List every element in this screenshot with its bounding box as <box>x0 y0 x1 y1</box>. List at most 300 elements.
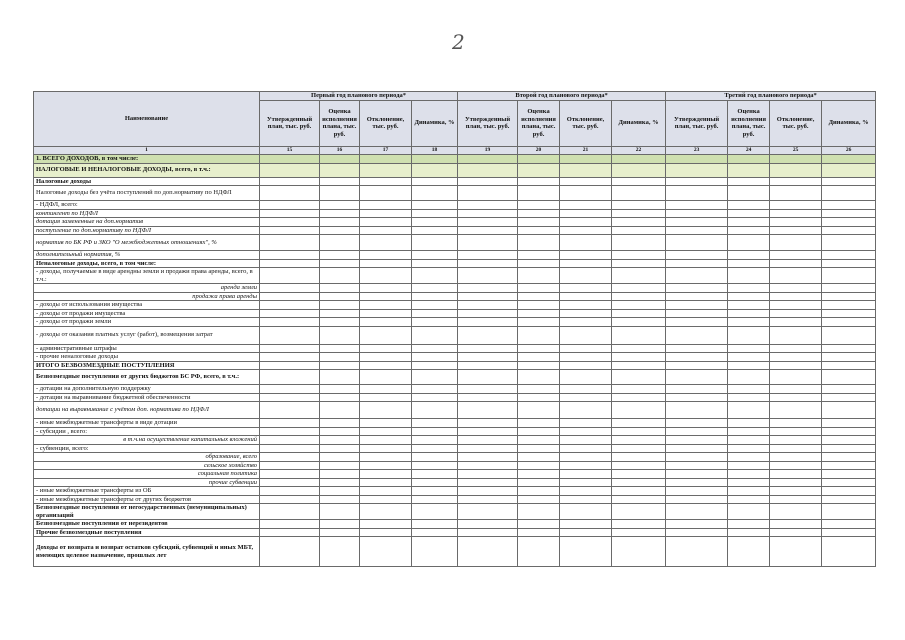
value-cell <box>666 177 728 186</box>
value-cell <box>260 504 320 520</box>
value-cell <box>728 361 770 370</box>
value-cell <box>666 326 728 344</box>
value-cell <box>560 326 612 344</box>
value-cell <box>260 436 320 445</box>
value-cell <box>458 537 518 567</box>
value-cell <box>822 361 876 370</box>
value-cell <box>412 318 458 327</box>
value-cell <box>518 344 560 353</box>
value-cell <box>770 259 822 268</box>
value-cell <box>560 361 612 370</box>
value-cell <box>518 444 560 453</box>
value-cell <box>728 385 770 394</box>
value-cell <box>518 226 560 235</box>
value-cell <box>560 155 612 164</box>
value-cell <box>770 520 822 529</box>
value-cell <box>666 201 728 210</box>
value-cell <box>612 470 666 479</box>
value-cell <box>360 318 412 327</box>
value-cell <box>666 495 728 504</box>
value-cell <box>412 309 458 318</box>
value-cell <box>320 218 360 227</box>
value-cell <box>770 370 822 385</box>
value-cell <box>260 537 320 567</box>
table-row <box>34 259 876 268</box>
value-cell <box>518 251 560 260</box>
value-cell <box>728 436 770 445</box>
value-cell <box>260 427 320 436</box>
value-cell <box>612 235 666 251</box>
value-cell <box>666 292 728 301</box>
value-cell <box>320 309 360 318</box>
table-row <box>34 504 876 520</box>
table-row <box>34 235 876 251</box>
value-cell <box>666 251 728 260</box>
value-cell <box>612 436 666 445</box>
value-cell <box>770 495 822 504</box>
value-cell <box>770 436 822 445</box>
value-cell <box>822 537 876 567</box>
value-cell <box>770 361 822 370</box>
value-cell <box>260 393 320 402</box>
value-cell <box>822 177 876 186</box>
value-cell <box>612 444 666 453</box>
table-row <box>34 385 876 394</box>
value-cell <box>320 292 360 301</box>
value-cell <box>320 301 360 310</box>
value-cell <box>822 251 876 260</box>
table-row <box>34 427 876 436</box>
value-cell <box>458 495 518 504</box>
value-cell <box>458 201 518 210</box>
value-cell <box>612 326 666 344</box>
row-label: - субвенции, всего: <box>34 444 260 453</box>
value-cell <box>518 292 560 301</box>
column-number-cell: 24 <box>728 146 770 155</box>
value-cell <box>612 318 666 327</box>
value-cell <box>560 251 612 260</box>
value-cell <box>458 478 518 487</box>
value-cell <box>822 470 876 479</box>
value-cell <box>612 402 666 419</box>
row-label: Налоговые доходы без учёта поступлений по доп.нормативу по НДФЛ <box>34 186 260 201</box>
value-cell <box>458 344 518 353</box>
value-cell <box>458 487 518 496</box>
value-cell <box>412 201 458 210</box>
value-cell <box>770 226 822 235</box>
value-cell <box>320 209 360 218</box>
value-cell <box>320 284 360 293</box>
value-cell <box>560 186 612 201</box>
value-cell <box>260 487 320 496</box>
value-cell <box>822 201 876 210</box>
value-cell <box>320 318 360 327</box>
value-cell <box>360 177 412 186</box>
row-label: - доходы от продажи имущества <box>34 309 260 318</box>
value-cell <box>770 326 822 344</box>
value-cell <box>360 361 412 370</box>
value-cell <box>320 470 360 479</box>
table-row <box>34 326 876 344</box>
value-cell <box>822 478 876 487</box>
value-cell <box>260 453 320 462</box>
value-cell <box>560 235 612 251</box>
row-label: Неналоговые доходы, всего, в том числе: <box>34 259 260 268</box>
value-cell <box>612 520 666 529</box>
value-cell <box>260 344 320 353</box>
value-cell <box>666 402 728 419</box>
value-cell <box>612 453 666 462</box>
row-label: - НДФЛ, всего: <box>34 201 260 210</box>
value-cell <box>560 209 612 218</box>
value-cell <box>260 259 320 268</box>
value-cell <box>518 209 560 218</box>
value-cell <box>822 528 876 537</box>
value-cell <box>260 284 320 293</box>
value-cell <box>666 361 728 370</box>
subcol-header: Динамика, % <box>822 100 876 146</box>
value-cell <box>360 309 412 318</box>
value-cell <box>770 353 822 362</box>
value-cell <box>518 361 560 370</box>
value-cell <box>412 370 458 385</box>
value-cell <box>560 504 612 520</box>
value-cell <box>320 163 360 177</box>
subcol-header: Динамика, % <box>412 100 458 146</box>
value-cell <box>320 504 360 520</box>
value-cell <box>260 318 320 327</box>
value-cell <box>260 470 320 479</box>
value-cell <box>612 155 666 164</box>
value-cell <box>360 209 412 218</box>
value-cell <box>518 309 560 318</box>
value-cell <box>560 353 612 362</box>
value-cell <box>560 201 612 210</box>
value-cell <box>728 461 770 470</box>
row-label: - дотации на дополнительную поддержку <box>34 385 260 394</box>
value-cell <box>360 326 412 344</box>
value-cell <box>260 251 320 260</box>
value-cell <box>458 177 518 186</box>
value-cell <box>560 226 612 235</box>
row-label: - иные межбюджетные трансферты от других бюджетов <box>34 495 260 504</box>
value-cell <box>666 301 728 310</box>
value-cell <box>822 344 876 353</box>
value-cell <box>458 436 518 445</box>
row-label: - административные штрафы <box>34 344 260 353</box>
value-cell <box>360 292 412 301</box>
value-cell <box>612 284 666 293</box>
handwritten-page-number: 2 <box>452 30 465 54</box>
value-cell <box>728 478 770 487</box>
value-cell <box>770 155 822 164</box>
value-cell <box>260 268 320 284</box>
value-cell <box>360 370 412 385</box>
value-cell <box>770 309 822 318</box>
table-row <box>34 461 876 470</box>
table-row <box>34 520 876 529</box>
table-row <box>34 470 876 479</box>
value-cell <box>728 470 770 479</box>
value-cell <box>360 495 412 504</box>
table-row <box>34 186 876 201</box>
table-row <box>34 402 876 419</box>
value-cell <box>360 251 412 260</box>
subcol-header: Оценка исполнения плана, тыс. руб. <box>518 100 560 146</box>
value-cell <box>560 259 612 268</box>
table-row <box>34 268 876 284</box>
value-cell <box>666 235 728 251</box>
value-cell <box>458 292 518 301</box>
value-cell <box>260 209 320 218</box>
value-cell <box>412 353 458 362</box>
value-cell <box>360 470 412 479</box>
value-cell <box>560 292 612 301</box>
row-label: - прочие неналоговые доходы <box>34 353 260 362</box>
value-cell <box>560 218 612 227</box>
value-cell <box>822 326 876 344</box>
table-row <box>34 370 876 385</box>
value-cell <box>728 259 770 268</box>
value-cell <box>412 427 458 436</box>
value-cell <box>260 309 320 318</box>
value-cell <box>728 495 770 504</box>
value-cell <box>360 301 412 310</box>
value-cell <box>822 504 876 520</box>
value-cell <box>320 226 360 235</box>
value-cell <box>612 163 666 177</box>
value-cell <box>518 495 560 504</box>
value-cell <box>518 268 560 284</box>
row-label: - доходы, получаемые в виде арендны земли и продажи права аренды, всего, в т.ч.: <box>34 268 260 284</box>
value-cell <box>518 301 560 310</box>
value-cell <box>458 268 518 284</box>
value-cell <box>666 436 728 445</box>
value-cell <box>412 461 458 470</box>
value-cell <box>560 301 612 310</box>
value-cell <box>770 385 822 394</box>
row-label: сельское хозяйство <box>34 461 260 470</box>
row-label: социальная политика <box>34 470 260 479</box>
value-cell <box>320 361 360 370</box>
value-cell <box>360 155 412 164</box>
row-label: Прочие безвозмездные поступления <box>34 528 260 537</box>
value-cell <box>770 478 822 487</box>
value-cell <box>560 344 612 353</box>
value-cell <box>728 201 770 210</box>
value-cell <box>320 155 360 164</box>
value-cell <box>666 209 728 218</box>
value-cell <box>458 259 518 268</box>
value-cell <box>360 453 412 462</box>
value-cell <box>320 487 360 496</box>
value-cell <box>666 461 728 470</box>
value-cell <box>822 301 876 310</box>
value-cell <box>666 284 728 293</box>
value-cell <box>458 385 518 394</box>
column-number-cell: 17 <box>360 146 412 155</box>
value-cell <box>260 478 320 487</box>
value-cell <box>320 393 360 402</box>
row-label: Безвозмездные поступления от негосударственных (немуниципальных) организаций <box>34 504 260 520</box>
value-cell <box>666 218 728 227</box>
value-cell <box>822 259 876 268</box>
value-cell <box>728 344 770 353</box>
row-label: продажа права аренды <box>34 292 260 301</box>
column-number-cell: 15 <box>260 146 320 155</box>
value-cell <box>666 353 728 362</box>
value-cell <box>612 361 666 370</box>
value-cell <box>822 268 876 284</box>
value-cell <box>666 470 728 479</box>
value-cell <box>518 186 560 201</box>
value-cell <box>770 209 822 218</box>
value-cell <box>666 427 728 436</box>
value-cell <box>320 259 360 268</box>
value-cell <box>458 251 518 260</box>
value-cell <box>360 163 412 177</box>
table-row <box>34 218 876 227</box>
value-cell <box>320 427 360 436</box>
value-cell <box>612 226 666 235</box>
value-cell <box>320 235 360 251</box>
value-cell <box>360 218 412 227</box>
value-cell <box>360 487 412 496</box>
value-cell <box>458 370 518 385</box>
value-cell <box>458 520 518 529</box>
value-cell <box>560 478 612 487</box>
value-cell <box>822 393 876 402</box>
value-cell <box>458 235 518 251</box>
value-cell <box>560 385 612 394</box>
value-cell <box>360 393 412 402</box>
value-cell <box>260 402 320 419</box>
subcol-header: Отклонение, тыс. руб. <box>560 100 612 146</box>
value-cell <box>518 218 560 227</box>
value-cell <box>518 284 560 293</box>
value-cell <box>458 393 518 402</box>
value-cell <box>728 268 770 284</box>
value-cell <box>822 436 876 445</box>
row-label: Безвозмездные поступления от других бюджетов БС РФ, всего, в т.ч.: <box>34 370 260 385</box>
value-cell <box>728 402 770 419</box>
value-cell <box>770 186 822 201</box>
value-cell <box>666 537 728 567</box>
value-cell <box>560 318 612 327</box>
value-cell <box>320 444 360 453</box>
value-cell <box>458 361 518 370</box>
value-cell <box>260 495 320 504</box>
value-cell <box>260 163 320 177</box>
value-cell <box>560 470 612 479</box>
value-cell <box>360 385 412 394</box>
value-cell <box>822 453 876 462</box>
value-cell <box>320 402 360 419</box>
value-cell <box>728 301 770 310</box>
row-label: 1. ВСЕГО ДОХОДОВ, в том числе: <box>34 155 260 164</box>
value-cell <box>320 528 360 537</box>
column-number-cell: 25 <box>770 146 822 155</box>
value-cell <box>458 504 518 520</box>
value-cell <box>260 520 320 529</box>
value-cell <box>612 186 666 201</box>
value-cell <box>770 218 822 227</box>
value-cell <box>822 419 876 428</box>
value-cell <box>770 402 822 419</box>
value-cell <box>770 427 822 436</box>
value-cell <box>320 478 360 487</box>
value-cell <box>260 226 320 235</box>
value-cell <box>612 218 666 227</box>
value-cell <box>518 436 560 445</box>
index-cell: 1 <box>34 146 260 155</box>
value-cell <box>728 393 770 402</box>
value-cell <box>518 537 560 567</box>
value-cell <box>770 301 822 310</box>
value-cell <box>412 163 458 177</box>
row-label: - иные межбюджетные трансферты из ОБ <box>34 487 260 496</box>
table-row <box>34 284 876 293</box>
row-label: - субсидии , всего: <box>34 427 260 436</box>
value-cell <box>666 528 728 537</box>
value-cell <box>320 537 360 567</box>
value-cell <box>666 186 728 201</box>
value-cell <box>412 218 458 227</box>
value-cell <box>518 393 560 402</box>
value-cell <box>412 478 458 487</box>
value-cell <box>518 487 560 496</box>
value-cell <box>360 226 412 235</box>
row-label: - дотации на выравнивание бюджетной обеспеченности <box>34 393 260 402</box>
value-cell <box>612 370 666 385</box>
value-cell <box>360 402 412 419</box>
value-cell <box>728 528 770 537</box>
value-cell <box>612 461 666 470</box>
value-cell <box>320 385 360 394</box>
row-label: прочие субвенции <box>34 478 260 487</box>
value-cell <box>612 268 666 284</box>
value-cell <box>612 309 666 318</box>
value-cell <box>518 470 560 479</box>
value-cell <box>518 427 560 436</box>
value-cell <box>458 163 518 177</box>
value-cell <box>518 318 560 327</box>
table-row <box>34 444 876 453</box>
value-cell <box>320 344 360 353</box>
value-cell <box>612 385 666 394</box>
value-cell <box>560 436 612 445</box>
value-cell <box>360 259 412 268</box>
value-cell <box>458 470 518 479</box>
value-cell <box>518 353 560 362</box>
value-cell <box>458 427 518 436</box>
value-cell <box>560 537 612 567</box>
value-cell <box>320 453 360 462</box>
table-row <box>34 309 876 318</box>
value-cell <box>560 370 612 385</box>
row-label: дотации на выравнивание с учётом доп. норматива по НДФЛ <box>34 402 260 419</box>
value-cell <box>728 284 770 293</box>
value-cell <box>518 259 560 268</box>
value-cell <box>412 385 458 394</box>
value-cell <box>412 259 458 268</box>
value-cell <box>458 528 518 537</box>
value-cell <box>320 353 360 362</box>
table-row <box>34 163 876 177</box>
value-cell <box>728 427 770 436</box>
value-cell <box>560 453 612 462</box>
value-cell <box>560 419 612 428</box>
